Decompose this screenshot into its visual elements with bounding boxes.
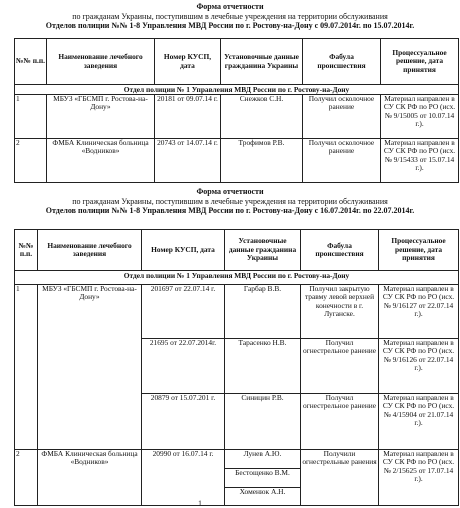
col-header-kusp: Номер КУСП, дата xyxy=(155,39,221,85)
kusp-number: 20181 от 09.07.14 г. xyxy=(155,95,221,139)
incident-plot: Получил осколочное ранение xyxy=(303,95,381,139)
procedural-decision: Материал направлен в СУ СК РФ по РО (исх. № 9/16127 от 22.07.14 г.). xyxy=(379,285,459,339)
hospital-name: МБУЗ «ГБСМП г. Ростова-на-Дону» xyxy=(38,285,142,450)
person-name: Гарбар В.В. xyxy=(225,285,301,339)
report2-header-row xyxy=(15,230,459,271)
report1-title: Форма отчетности xyxy=(196,2,264,11)
col-header-person: Установочные данные гражданина Украины xyxy=(221,39,303,85)
table-row xyxy=(15,139,459,183)
person-name: Тарасенко Н.В. xyxy=(225,339,301,394)
table-row xyxy=(15,95,459,139)
col-header-kusp: Номер КУСП, дата xyxy=(142,230,225,271)
col-header-person: Установочные данные гражданина Украины xyxy=(225,230,301,271)
report2-header xyxy=(0,187,460,216)
col-header-number: №№ п.п. xyxy=(15,39,47,85)
report1-header-row xyxy=(15,39,459,85)
col-header-number: №№ п.п. xyxy=(15,230,38,271)
person-name: Бестощенко В.М. xyxy=(225,469,301,488)
person-name: Лунев А.Ю. xyxy=(225,450,301,469)
procedural-decision: Материал направлен в СУ СК РФ по РО (исх. № 2/15625 от 17.07.14 г.). xyxy=(379,450,459,506)
table-row xyxy=(15,285,459,339)
table-row xyxy=(15,450,459,469)
hospital-name: МБУЗ «ГБСМП г. Ростова-на-Дону» xyxy=(47,95,155,139)
col-header-decision: Процессуальное решение, дата принятия xyxy=(379,230,459,271)
incident-plot: Получил осколочное ранение xyxy=(303,139,381,183)
incident-plot: Получил закрытую травму левой верхней конечности в г. Луганске. xyxy=(301,285,379,339)
col-header-decision: Процессуальное решение, дата принятия xyxy=(381,39,459,85)
report2-title: Форма отчетности xyxy=(196,187,264,196)
department-label: Отдел полиции № 1 Управления МВД России по г. Ростову-на-Дону xyxy=(15,271,459,285)
kusp-number: 20743 от 14.07.14 г. xyxy=(155,139,221,183)
person-name: Снежков С.Н. xyxy=(221,95,303,139)
procedural-decision: Материал направлен в СУ СК РФ по РО (исх. № 9/15005 от 10.07.14 г.). xyxy=(381,95,459,139)
row-number: 1 xyxy=(15,95,47,139)
kusp-number: 201697 от 22.07.14 г. xyxy=(142,285,225,339)
procedural-decision: Материал направлен в СУ СК РФ по РО (исх. № 9/15433 от 15.07.14 г.). xyxy=(381,139,459,183)
report1-table xyxy=(14,38,459,183)
row-number: 2 xyxy=(15,139,47,183)
col-header-plot: Фабула происшествия xyxy=(301,230,379,271)
report2-subtitle: по гражданам Украины, поступившим в лечебные учреждения на территории обслуживания xyxy=(72,196,388,206)
report1-subtitle: по гражданам Украины, поступившим в лечебные учреждения на территории обслуживания xyxy=(72,11,388,21)
report1-header xyxy=(0,2,460,31)
procedural-decision: Материал направлен в СУ СК РФ по РО (исх. № 4/15904 от 21.07.14 г.). xyxy=(379,394,459,450)
person-name: Хоменюк А.Н. xyxy=(225,488,301,506)
report2-table xyxy=(14,229,459,506)
report2-department-row xyxy=(15,271,459,285)
person-name: Трофимов Р.В. xyxy=(221,139,303,183)
report1-period: Отделов полиции №№ 1-8 Управления МВД России по г. Ростову-на-Дону с 09.07.2014г. по 15.07.2014г. xyxy=(45,21,415,30)
kusp-number: 20990 от 16.07.14 г. xyxy=(142,450,225,506)
col-header-plot: Фабула происшествия xyxy=(303,39,381,85)
incident-plot: Получил огнестрельное ранение xyxy=(301,339,379,394)
report1-department-row xyxy=(15,85,459,95)
row-number: 1 xyxy=(15,285,38,450)
page-mark: 1 xyxy=(198,499,202,508)
col-header-hospital: Наименование лечебного заведения xyxy=(47,39,155,85)
hospital-name: ФМБА Клиническая больница «Водников» xyxy=(47,139,155,183)
report2-period: Отделов полиции №№ 1-8 Управления МВД России по г. Ростову-на-Дону с 16.07.2014г. по 22.07.2014г. xyxy=(45,206,415,215)
incident-plot: Получил огнестрельное ранение xyxy=(301,394,379,450)
incident-plot: Получили огнестрельные ранения xyxy=(301,450,379,506)
col-header-hospital: Наименование лечебного заведения xyxy=(38,230,142,271)
hospital-name: ФМБА Клиническая больница «Водников» xyxy=(38,450,142,506)
kusp-number: 21695 от 22.07.2014г. xyxy=(142,339,225,394)
department-label: Отдел полиции № 1 Управления МВД России по г. Ростову-на-Дону xyxy=(15,85,459,95)
procedural-decision: Материал направлен в СУ СК РФ по РО (исх. № 9/16126 от 22.07.14 г.). xyxy=(379,339,459,394)
row-number: 2 xyxy=(15,450,38,506)
kusp-number: 20879 от 15.07.201 г. xyxy=(142,394,225,450)
person-name: Синицин Р.В. xyxy=(225,394,301,450)
